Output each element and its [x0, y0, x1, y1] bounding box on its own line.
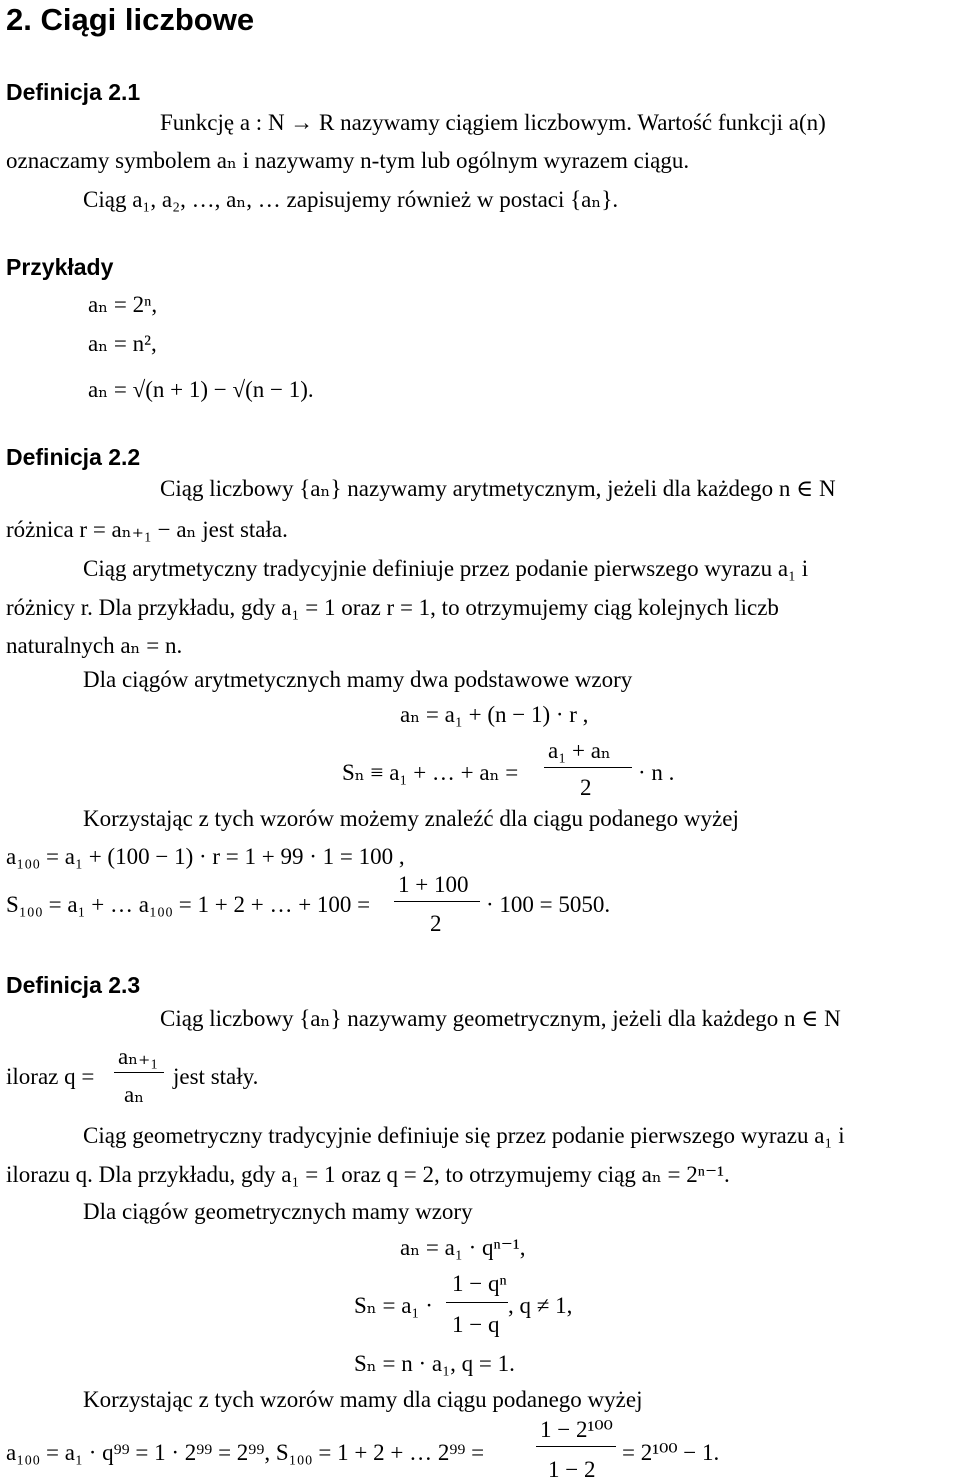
geometric-example-right: = 2¹⁰⁰ − 1. [622, 1440, 720, 1465]
geometric-example-left: a₁₀₀ = a₁ · q⁹⁹ = 1 · 2⁹⁹ = 2⁹⁹, S₁₀₀ = 1 + 2 + … 2⁹⁹ = [6, 1440, 485, 1465]
arithmetic-example-sum-left: S₁₀₀ = a₁ + … a₁₀₀ = 1 + 2 + … + 100 = [6, 892, 371, 917]
geometric-example-numerator: 1 − 2¹⁰⁰ [540, 1417, 613, 1442]
geometric-sum-denominator: 1 − q [452, 1312, 500, 1337]
definition-heading-3: Definicja 2.3 [6, 972, 141, 998]
geometric-term-formula: aₙ = a₁ · qⁿ⁻¹, [400, 1235, 526, 1260]
def1-line-1: Funkcję a : N → R nazywamy ciągiem liczbowym. Wartość funkcji a(n) [160, 110, 826, 135]
examples-heading: Przykłady [6, 254, 114, 280]
arithmetic-sum-formula-left: Sₙ ≡ a₁ + … + aₙ = [342, 760, 519, 785]
example-3: aₙ = √(n + 1) − √(n − 1). [88, 377, 314, 402]
fraction-bar [536, 1446, 616, 1447]
def3-line-2-left: iloraz q = [6, 1064, 95, 1089]
geometric-example-denominator: 1 − 2 [548, 1457, 596, 1482]
fraction-bar [446, 1302, 508, 1303]
arithmetic-sum-formula-right: · n . [638, 760, 675, 785]
def2-paragraph-2: Dla ciągów arytmetycznych mamy dwa podstawowe wzory [83, 667, 633, 692]
arithmetic-example-sum-numerator: 1 + 100 [398, 872, 469, 897]
arithmetic-sum-numerator: a₁ + aₙ [548, 738, 611, 763]
geometric-sum-formula-right: , q ≠ 1, [508, 1293, 573, 1318]
def2-paragraph-1-line-3: naturalnych aₙ = n. [6, 633, 183, 658]
def2-paragraph-3: Korzystając z tych wzorów możemy znaleźć dla ciągu podanego wyżej [83, 806, 739, 831]
def2-line-2: różnica r = aₙ₊₁ − aₙ jest stała. [6, 517, 288, 542]
def2-paragraph-1-line-1: Ciąg arytmetyczny tradycyjnie definiuje przez podanie pierwszego wyrazu a₁ i [83, 556, 809, 581]
example-2: aₙ = n², [88, 331, 157, 356]
geometric-sum-formula-left: Sₙ = a₁ · [354, 1293, 433, 1318]
def1-line-2: oznaczamy symbolem aₙ i nazywamy n-tym lub ogólnym wyrazem ciągu. [6, 148, 690, 173]
def1-line-3: Ciąg a₁, a₂, …, aₙ, … zapisujemy również w postaci {aₙ}. [83, 187, 619, 212]
fraction-bar [394, 901, 480, 902]
def3-paragraph-1-line-1: Ciąg geometryczny tradycyjnie definiuje się przez podanie pierwszego wyrazu a₁ i [83, 1123, 845, 1148]
def3-line-1: Ciąg liczbowy {aₙ} nazywamy geometrycznym, jeżeli dla każdego n ∈ N [160, 1006, 841, 1031]
definition-heading-1: Definicja 2.1 [6, 79, 141, 105]
def3-paragraph-2: Dla ciągów geometrycznych mamy wzory [83, 1199, 473, 1224]
arithmetic-example-sum-denominator: 2 [430, 911, 442, 936]
def3-paragraph-3: Korzystając z tych wzorów mamy dla ciągu podanego wyżej [83, 1387, 643, 1412]
def2-paragraph-1-line-2: różnicy r. Dla przykładu, gdy a₁ = 1 oraz r = 1, to otrzymujemy ciąg kolejnych liczb [6, 595, 779, 620]
def3-line-2-right: jest stały. [173, 1064, 259, 1089]
ratio-denominator: aₙ [124, 1082, 145, 1107]
arithmetic-sum-denominator: 2 [580, 775, 592, 800]
arithmetic-term-formula: aₙ = a₁ + (n − 1) · r , [400, 702, 589, 727]
arithmetic-example-sum-right: · 100 = 5050. [486, 892, 611, 917]
example-1: aₙ = 2ⁿ, [88, 292, 158, 317]
geometric-sum-numerator: 1 − qⁿ [452, 1271, 507, 1296]
geometric-sum-formula-q1: Sₙ = n · a₁, q = 1. [354, 1351, 515, 1376]
def3-paragraph-1-line-2: ilorazu q. Dla przykładu, gdy a₁ = 1 oraz q = 2, to otrzymujemy ciąg aₙ = 2ⁿ⁻¹. [6, 1162, 730, 1187]
page-title: 2. Ciągi liczbowe [6, 2, 255, 37]
arithmetic-example-term: a₁₀₀ = a₁ + (100 − 1) · r = 1 + 99 · 1 = 100 , [6, 844, 405, 869]
ratio-numerator: aₙ₊₁ [118, 1044, 159, 1069]
fraction-bar [544, 767, 632, 768]
definition-heading-2: Definicja 2.2 [6, 444, 141, 470]
fraction-bar [114, 1072, 164, 1073]
def2-line-1: Ciąg liczbowy {aₙ} nazywamy arytmetycznym, jeżeli dla każdego n ∈ N [160, 476, 836, 501]
